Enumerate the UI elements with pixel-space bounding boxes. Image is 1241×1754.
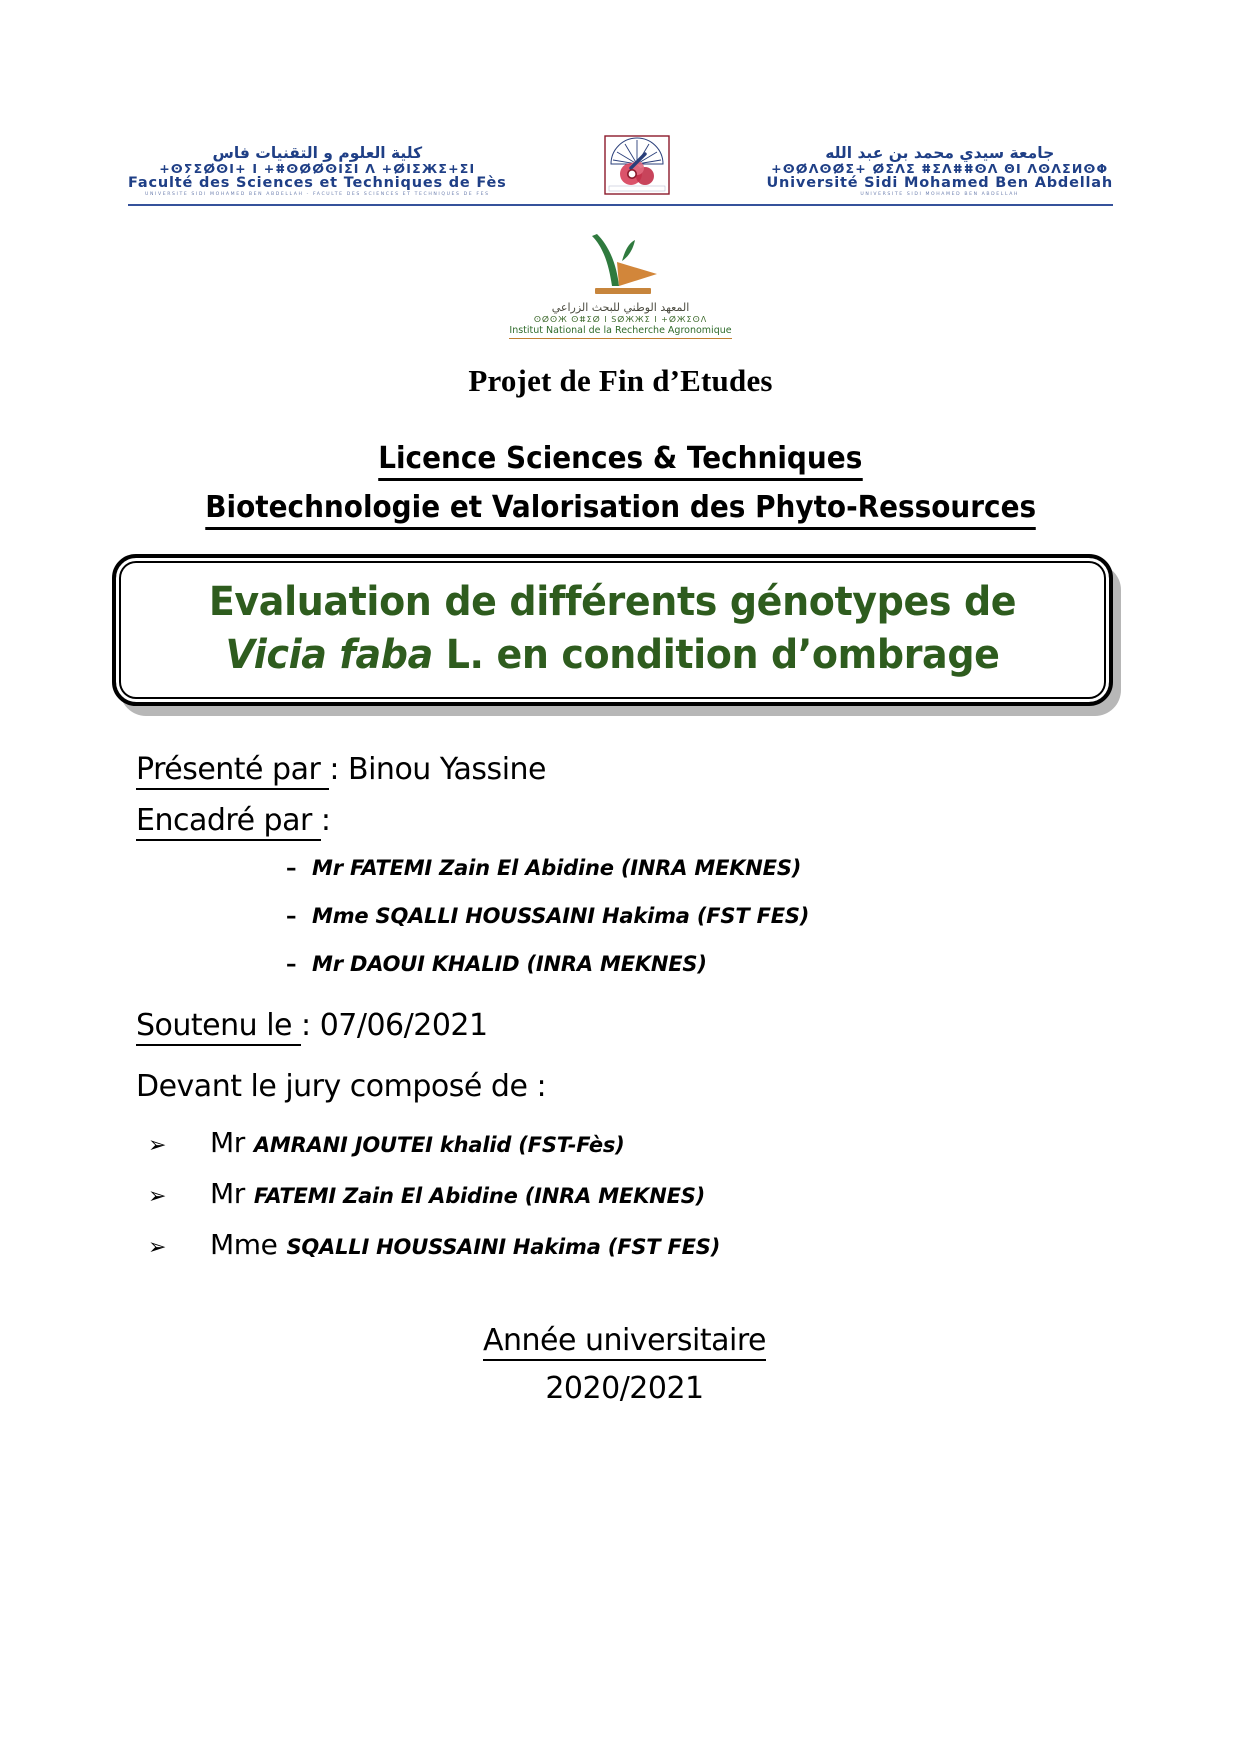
list-item (148, 1228, 1113, 1261)
dash-bullet-icon: – (286, 855, 297, 880)
list-item (286, 856, 1113, 880)
faculty-name-arabic: كلية العلوم و التقنيات فاس (212, 143, 423, 162)
thesis-title-container (112, 554, 1113, 706)
inra-leaf-logo (557, 228, 685, 298)
degree-program-text: Licence Sciences & Techniques (378, 441, 862, 481)
supervised-by-label: Encadré par (136, 803, 321, 841)
list-item (286, 952, 1113, 976)
author-name: Binou Yassine (348, 751, 546, 787)
arrow-bullet-icon: ➢ (148, 1234, 167, 1260)
thesis-title-line-2 (158, 629, 1067, 682)
university-name-tifinagh: +ⵙⵁΛⵙⵁΣ+ ⵁΣΛΣ ⵌΣΛⵌⵌⵙΛ ΘI ΛⵙΛΣИⵙΦ (771, 160, 1109, 176)
university-name-french: Université Sidi Mohamed Ben Abdellah (766, 174, 1113, 191)
jury-heading: Devant le jury composé de : (136, 1068, 547, 1104)
species-name-italic: Vicia faba (225, 631, 433, 678)
presented-by-label: Présenté par (136, 752, 329, 790)
supervisor-name: Mme SQALLI HOUSSAINI Hakima (FST FES) (312, 903, 810, 928)
dash-bullet-icon: – (286, 903, 297, 928)
institution-header (128, 0, 1113, 198)
inra-caption-tifinagh: ⵙⵁⵙЖ ⵙⵌΣⵁ I ЅⵁЖЖⵉ I +ⵁЖⵉⵙΛ (533, 315, 708, 324)
university-microtext: UNIVERSITE SIDI MOHAMED BEN ABDELLAH (860, 192, 1020, 198)
supervisor-name: Mr DAOUI KHALID (INRA MEKNES) (312, 951, 707, 976)
arrow-bullet-icon: ➢ (148, 1132, 167, 1158)
project-type-heading: Projet de Fin d’Etudes (468, 363, 773, 398)
degree-block (0, 441, 1241, 530)
faculty-name-french: Faculté des Sciences et Techniques de Fès (128, 174, 507, 191)
usmba-university-seal (601, 134, 673, 196)
jury-member-title: Mr (210, 1125, 245, 1159)
defense-label: Soutenu le (136, 1008, 301, 1046)
university-identity-block (766, 145, 1113, 198)
degree-speciality-line (0, 490, 1241, 530)
header-divider-rule (128, 204, 1113, 206)
academic-year-label-line (136, 1323, 1113, 1361)
jury-member-title: Mr (210, 1176, 245, 1210)
faculty-microtext: UNIVERSITE SIDI MOHAMED BEN ABDELLAH - FACULTE DES SCIENCES ET TECHNIQUES DE FES (145, 192, 490, 198)
cover-body (136, 752, 1113, 1406)
list-item (148, 1126, 1113, 1159)
thesis-title-line-1: Evaluation de différents génotypes de (208, 579, 1017, 625)
list-item (286, 904, 1113, 928)
jury-member-name: FATEMI Zain El Abidine (INRA MEKNES) (253, 1183, 706, 1208)
inra-logo-block (0, 228, 1241, 339)
jury-member-title: Mme (210, 1227, 278, 1261)
inra-caption-french: Institut National de la Recherche Agronomique (509, 325, 731, 339)
faculty-identity-block (128, 145, 507, 198)
jury-members-list (148, 1126, 1113, 1261)
thesis-title-line-2-rest: L. en condition d’ombrage (432, 631, 1000, 678)
faculty-name-tifinagh: +ⵙⵢΣⵁⵙI+ I +ⵌⵙⵁⵁⵙIΣI Λ +ⵁIΣЖΣ+ΣI (159, 160, 476, 176)
dash-bullet-icon: – (286, 951, 297, 976)
degree-speciality-text: Biotechnologie et Valorisation des Phyto-Ressources (205, 490, 1036, 530)
presented-by-separator: : (329, 751, 349, 787)
defense-date-row (136, 1008, 1113, 1043)
defense-separator: : (301, 1007, 320, 1043)
list-item (148, 1177, 1113, 1210)
jury-member-name: SQALLI HOUSSAINI Hakima (FST FES) (286, 1234, 721, 1259)
arrow-bullet-icon: ➢ (148, 1183, 167, 1209)
supervised-by-row (136, 803, 1113, 838)
degree-program-line (0, 441, 1241, 481)
defense-date: 07/06/2021 (319, 1007, 488, 1043)
academic-year-block (136, 1323, 1113, 1406)
jury-member-name: AMRANI JOUTEI khalid (FST-Fès) (253, 1132, 625, 1157)
academic-year-value: 2020/2021 (545, 1370, 704, 1406)
university-name-arabic: جامعة سيدي محمد بن عبد الله (825, 143, 1055, 162)
thesis-title-box (112, 554, 1113, 706)
academic-year-label: Année universitaire (483, 1323, 766, 1361)
presented-by-row (136, 752, 1113, 787)
supervised-by-separator: : (320, 802, 331, 838)
supervisor-name: Mr FATEMI Zain El Abidine (INRA MEKNES) (312, 855, 802, 880)
inra-caption-arabic: المعهد الوطني للبحث الزراعي (551, 301, 690, 314)
supervisors-list (286, 856, 1113, 976)
